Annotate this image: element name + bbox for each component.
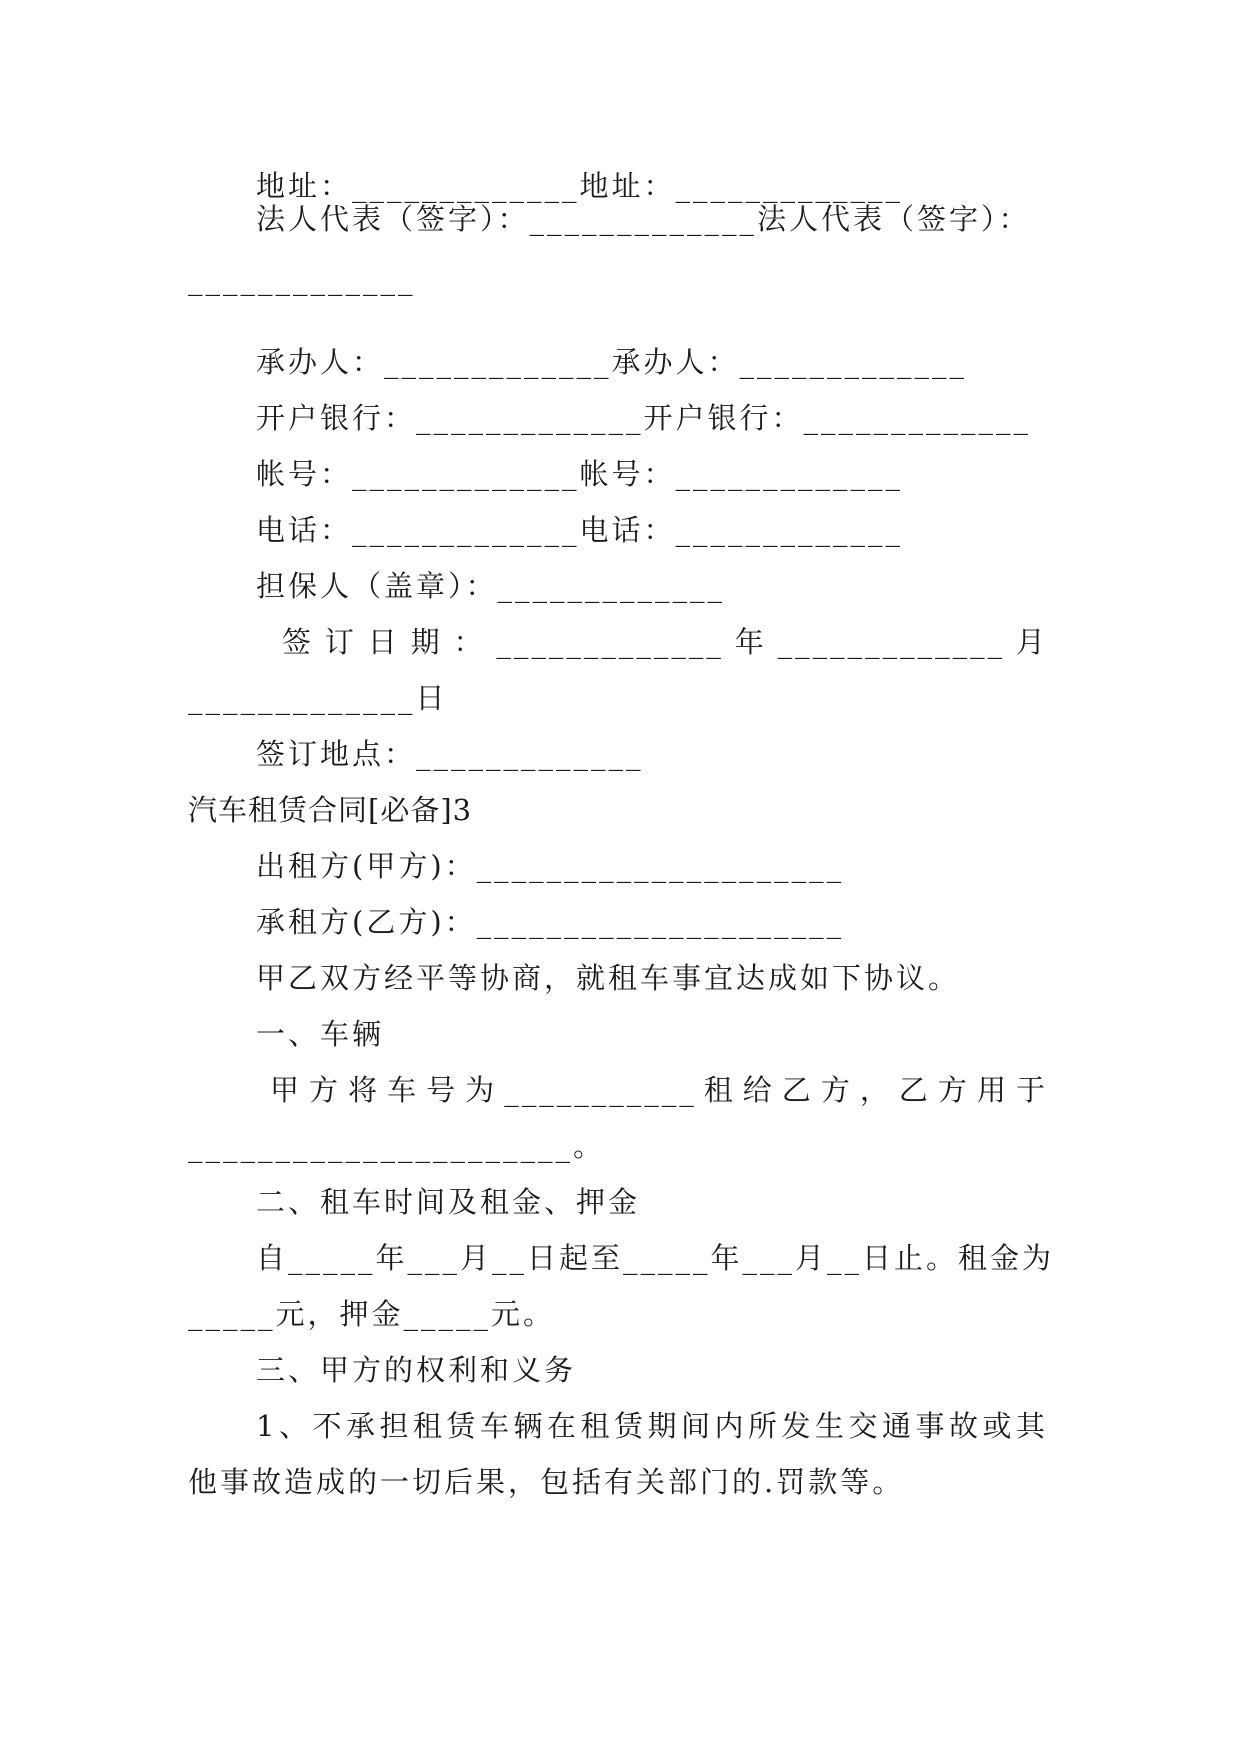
section-1-heading: 一、车辆 [256,1017,385,1051]
lessee-line: 承租方(乙方)：_____________________ [256,905,845,939]
account-line: 帐号：_____________帐号：_____________ [256,457,904,491]
vehicle-use-line: ______________________。 [188,1129,606,1163]
lessor-line: 出租方(甲方)：_____________________ [256,849,845,883]
clause-1-line-1: 1、不承担租赁车辆在租赁期间内所发生交通事故或其 [256,1409,1048,1443]
bank-line: 开户银行：_____________开户银行：_____________ [256,401,1032,435]
section-3-heading: 三、甲方的权利和义务 [256,1353,577,1387]
vehicle-line: 甲方将车号为___________租给乙方，乙方用于 [270,1073,1048,1107]
rent-deposit-line: _____元，押金_____元。 [188,1297,556,1331]
sign-date-day: _____________日 [188,681,448,715]
rental-period-line: 自_____年___月__日起至_____年___月__日止。租金为 [256,1241,1055,1275]
address-line: 地址：_____________地址：_____________ [256,169,904,203]
legal-rep-line: 法人代表（签字）：_____________法人代表（签字）： [256,202,1031,236]
clause-1-line-2: 他事故造成的一切后果，包括有关部门的.罚款等。 [188,1465,905,1499]
contract-title: 汽车租赁合同[必备]3 [188,793,473,827]
guarantor-line: 担保人（盖章）：_____________ [256,569,726,603]
section-2-heading: 二、租车时间及租金、押金 [256,1185,641,1219]
handler-line: 承办人：_____________承办人：_____________ [256,345,968,379]
phone-line: 电话：_____________电话：_____________ [256,513,904,547]
agreement-intro: 甲乙双方经平等协商，就租车事宜达成如下协议。 [256,961,961,995]
legal-rep-blank: _____________ [188,262,416,296]
sign-place-line: 签订地点：_____________ [256,737,644,771]
sign-date-line: 签订日期：_____________年_____________月 [282,625,1048,659]
